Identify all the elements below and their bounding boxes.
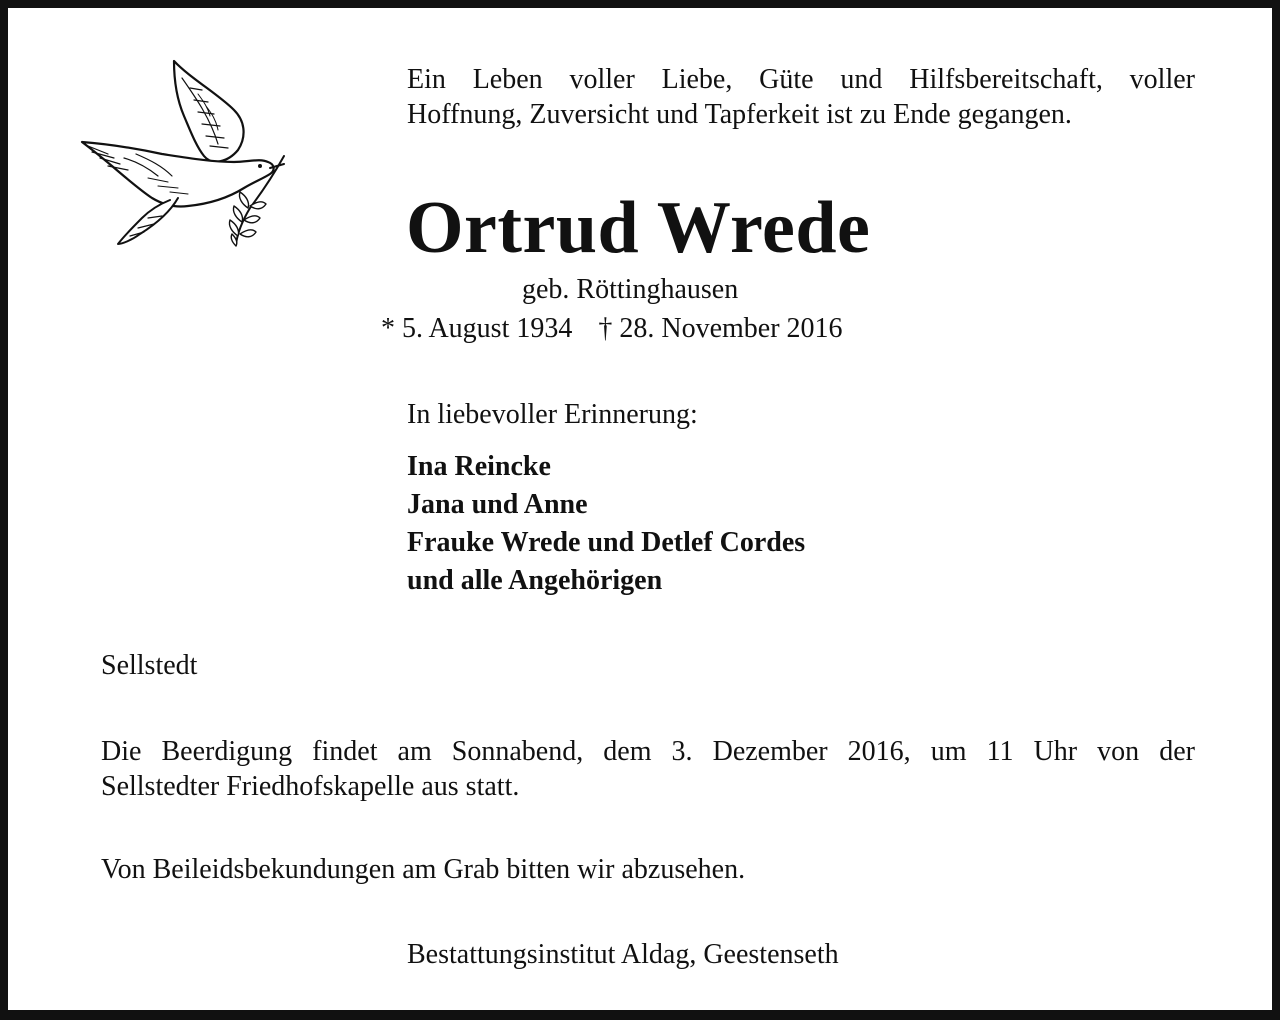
funeral-home: Bestattungsinstitut Aldag, Geestenseth [407, 939, 839, 970]
memory-label: In liebevoller Erinnerung: [407, 399, 698, 430]
life-dates [381, 312, 843, 346]
deceased-name: Ortrud Wrede [406, 187, 871, 269]
dove-with-olive-branch-icon [78, 58, 290, 250]
place-name: Sellstedt [101, 650, 198, 681]
funeral-announcement [101, 734, 1195, 804]
intro-line-1: Ein Leben voller Liebe, Güte und Hilfsbereitschaft, voller [407, 64, 1195, 95]
funeral-line-1: Die Beerdigung findet am Sonnabend, dem 3. Dezember 2016, um 11 Uhr von der [101, 736, 1195, 767]
mourner-item: Jana und Anne [407, 489, 588, 520]
mourner-item: Frauke Wrede und Detlef Cordes [407, 527, 806, 558]
death-date: † 28. November 2016 [598, 313, 843, 344]
birth-name: geb. Röttinghausen [522, 274, 739, 305]
birth-date: * 5. August 1934 [381, 313, 573, 344]
mourners-list [407, 448, 805, 600]
mourner-item: und alle Angehörigen [407, 565, 663, 596]
intro-line-2: Hoffnung, Zuversicht und Tapferkeit ist zu Ende gegangen. [407, 99, 1072, 130]
funeral-line-2: Sellstedter Friedhofskapelle aus statt. [101, 771, 520, 802]
mourner-item: Ina Reincke [407, 451, 551, 482]
intro-verse [407, 62, 1195, 132]
condolence-note: Von Beileidsbekundungen am Grab bitten wir abzusehen. [101, 854, 746, 885]
